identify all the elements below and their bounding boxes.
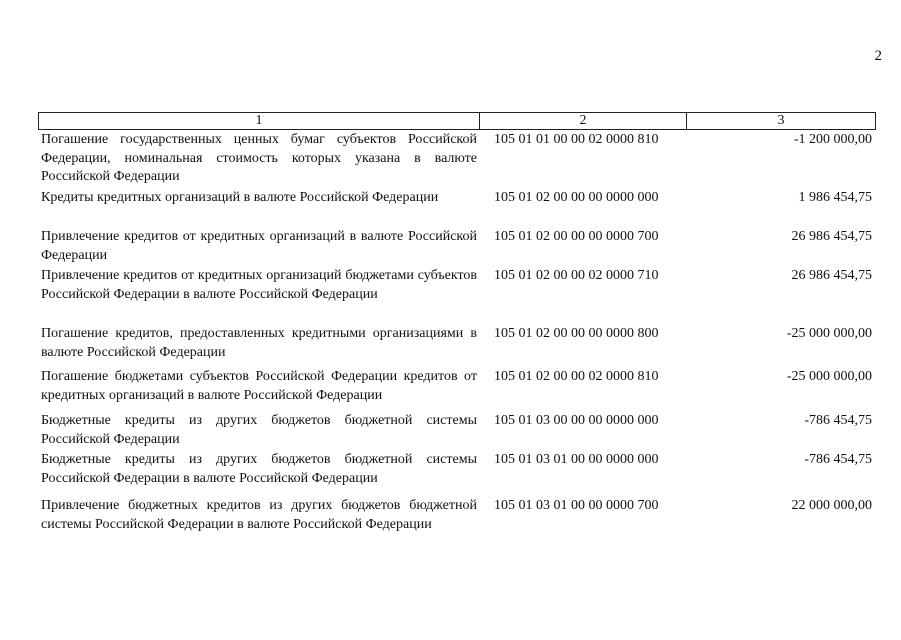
row-code: 105 01 02 00 00 00 0000 800 — [494, 326, 659, 341]
header-column-2: 2 — [480, 113, 687, 129]
row-code: 105 01 02 00 00 00 0000 000 — [494, 190, 659, 205]
table-header — [38, 112, 876, 130]
row-amount: 1 986 454,75 — [798, 190, 872, 205]
row-amount: -25 000 000,00 — [786, 369, 872, 384]
row-description: Погашение государственных ценных бумаг субъектов Российской Федерации, номинальная стоимость которых указана в валюте Российской Федерации — [41, 132, 477, 184]
row-code: 105 01 01 00 00 02 0000 810 — [494, 132, 659, 147]
row-amount: -25 000 000,00 — [786, 326, 872, 341]
row-description: Погашение кредитов, предоставленных кредитными организациями в валюте Российской Федерации — [41, 326, 477, 360]
row-amount: -786 454,75 — [804, 452, 872, 467]
row-description: Бюджетные кредиты из других бюджетов бюджетной системы Российской Федерации в валюте Российской Федерации — [41, 452, 477, 486]
row-code: 105 01 03 01 00 00 0000 000 — [494, 452, 659, 467]
row-code: 105 01 03 01 00 00 0000 700 — [494, 498, 659, 513]
row-amount: -1 200 000,00 — [793, 132, 872, 147]
row-description: Привлечение кредитов от кредитных организаций в валюте Российской Федерации — [41, 229, 477, 263]
row-description: Кредиты кредитных организаций в валюте Российской Федерации — [41, 190, 439, 205]
row-code: 105 01 02 00 00 02 0000 710 — [494, 268, 659, 283]
row-amount: 26 986 454,75 — [791, 268, 872, 283]
header-column-3: 3 — [777, 113, 785, 128]
row-amount: 22 000 000,00 — [791, 498, 872, 513]
row-amount: 26 986 454,75 — [791, 229, 872, 244]
row-amount: -786 454,75 — [804, 413, 872, 428]
row-description: Погашение бюджетами субъектов Российской Федерации кредитов от кредитных организаций в валюте Российской Федерации — [41, 369, 477, 403]
page-number: 2 — [874, 48, 882, 64]
row-code: 105 01 03 00 00 00 0000 000 — [494, 413, 659, 428]
row-description: Бюджетные кредиты из других бюджетов бюджетной системы Российской Федерации — [41, 413, 477, 447]
row-code: 105 01 02 00 00 02 0000 810 — [494, 369, 659, 384]
row-code: 105 01 02 00 00 00 0000 700 — [494, 229, 659, 244]
header-column-1: 1 — [39, 113, 480, 129]
row-description: Привлечение бюджетных кредитов из других бюджетов бюджетной системы Российской Федерации в валюте Российской Федерации — [41, 498, 477, 532]
row-description: Привлечение кредитов от кредитных организаций бюджетами субъектов Российской Федерации в валюте Российской Федерации — [41, 268, 477, 302]
